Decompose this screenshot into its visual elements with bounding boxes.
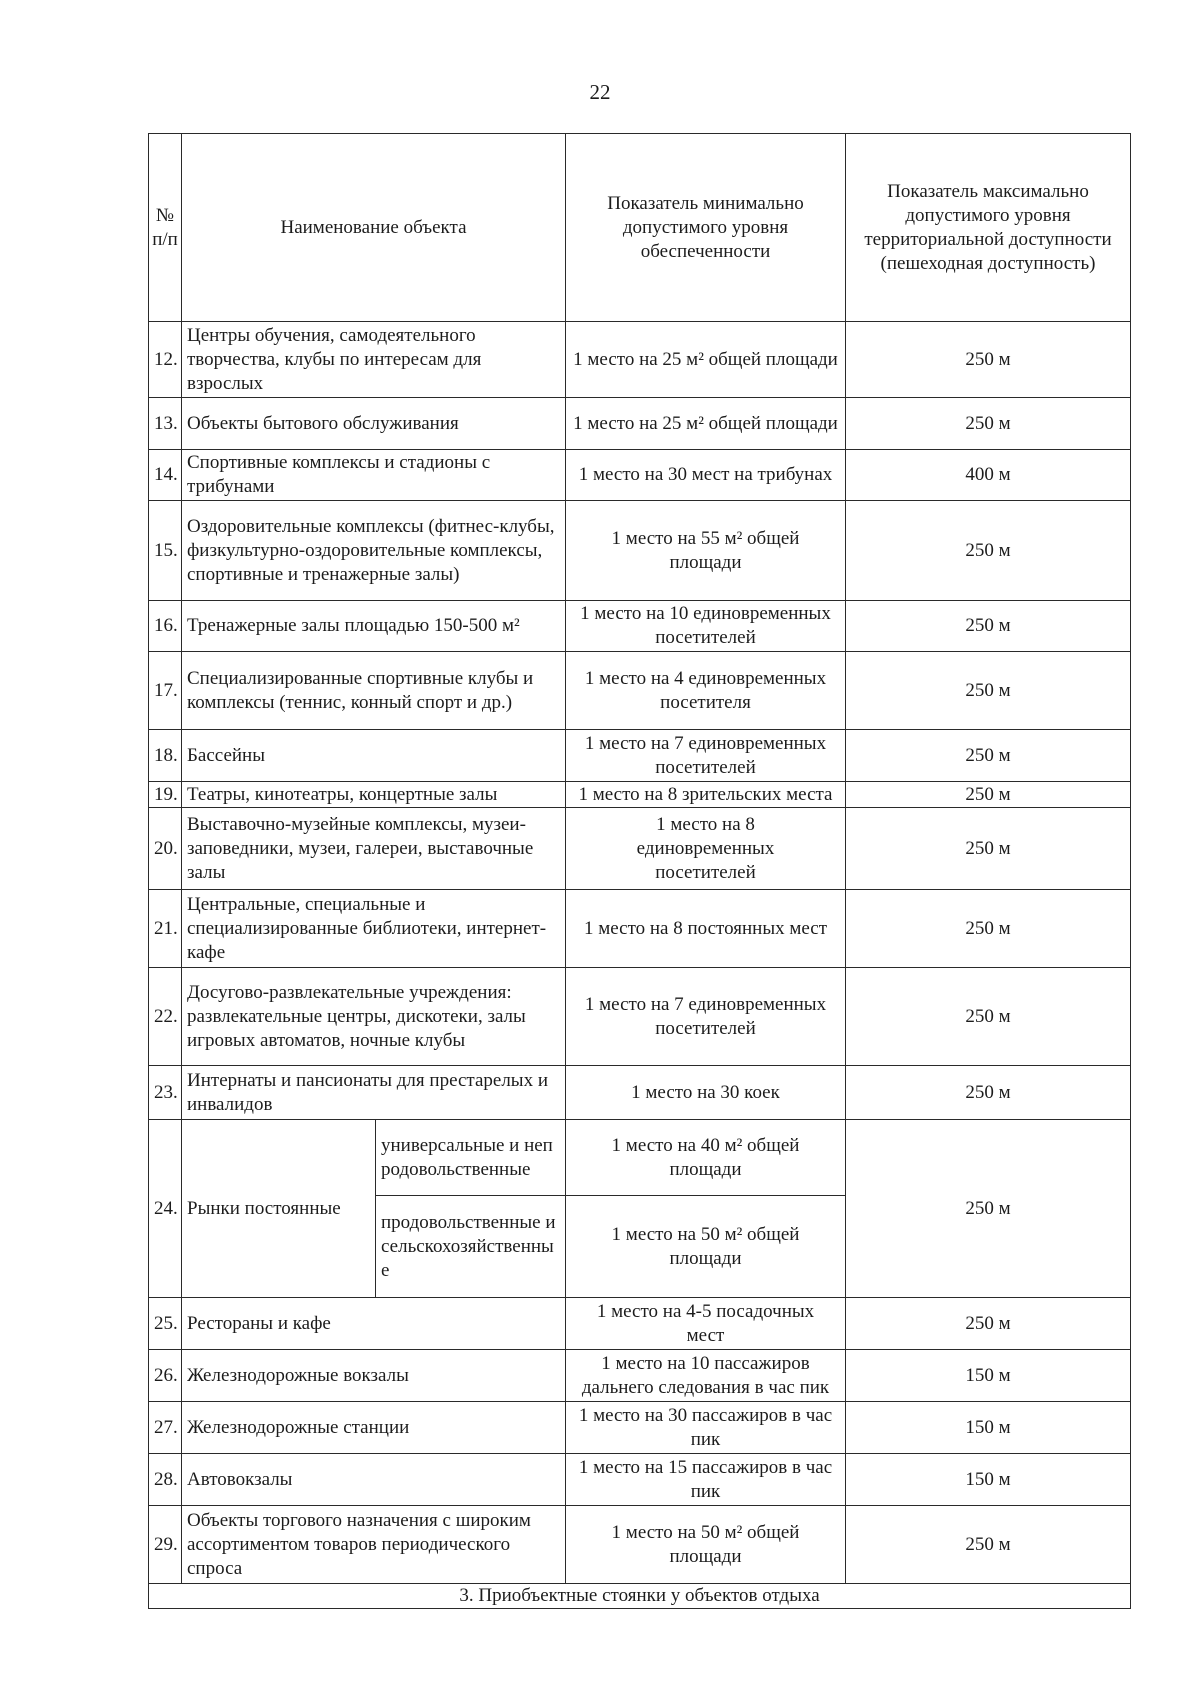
max-access: 250 м xyxy=(846,322,1131,398)
max-access: 150 м xyxy=(846,1402,1131,1454)
table-row xyxy=(149,601,1131,652)
header-min-level: Показатель минимально допустимого уровня обеспеченности xyxy=(566,134,846,322)
max-access: 150 м xyxy=(846,1454,1131,1506)
market-subtype: универсальные и непродовольственные xyxy=(376,1120,566,1196)
min-level: 1 место на 15 пассажиров в час пик xyxy=(566,1454,846,1506)
min-level: 1 место на 7 единовременных посетителей xyxy=(566,730,846,782)
table-row xyxy=(149,1506,1131,1584)
table-row xyxy=(149,730,1131,782)
max-access: 250 м xyxy=(846,890,1131,968)
max-access: 150 м xyxy=(846,1350,1131,1402)
table-row xyxy=(149,1298,1131,1350)
min-level: 1 место на 7 единовременных посетителей xyxy=(566,968,846,1066)
min-level: 1 место на 10 единовременных посетителей xyxy=(566,601,846,652)
row-number: 29. xyxy=(149,1506,182,1584)
row-number: 22. xyxy=(149,968,182,1066)
min-level: 1 место на 4-5 посадочных мест xyxy=(566,1298,846,1350)
object-name: Оздоровительные комплексы (фитнес-клубы, физкультурно-оздоровительные комплексы, спортивные и тренажерные залы) xyxy=(182,501,566,601)
min-level: 1 место на 10 пассажиров дальнего следования в час пик xyxy=(566,1350,846,1402)
table-row xyxy=(149,398,1131,450)
max-access: 250 м xyxy=(846,782,1131,808)
table-row xyxy=(149,322,1131,398)
max-access: 250 м xyxy=(846,1506,1131,1584)
row-number: 18. xyxy=(149,730,182,782)
header-row xyxy=(149,134,1131,322)
object-name: Интернаты и пансионаты для престарелых и инвалидов xyxy=(182,1066,566,1120)
object-name: Бассейны xyxy=(182,730,566,782)
object-name: Досугово-развлекательные учреждения: развлекательные центры, дискотеки, залы игровых автоматов, ночные клубы xyxy=(182,968,566,1066)
row-number: 23. xyxy=(149,1066,182,1120)
object-name: Объекты бытового обслуживания xyxy=(182,398,566,450)
table-row xyxy=(149,652,1131,730)
min-level: 1 место на 25 м² общей площади xyxy=(566,398,846,450)
row-number: 20. xyxy=(149,808,182,890)
section-heading: 3. Приобъектные стоянки у объектов отдыха xyxy=(149,1584,1131,1609)
header-name: Наименование объекта xyxy=(182,134,566,322)
row-number: 21. xyxy=(149,890,182,968)
table-row xyxy=(149,890,1131,968)
min-level: 1 место на 30 мест на трибунах xyxy=(566,450,846,501)
object-name: Тренажерные залы площадью 150-500 м² xyxy=(182,601,566,652)
max-access: 250 м xyxy=(846,968,1131,1066)
min-level: 1 место на 30 коек xyxy=(566,1066,846,1120)
row-number: 14. xyxy=(149,450,182,501)
row-number: 27. xyxy=(149,1402,182,1454)
object-name: Спортивные комплексы и стадионы с трибунами xyxy=(182,450,566,501)
table-row xyxy=(149,968,1131,1066)
table-row xyxy=(149,1350,1131,1402)
max-access: 400 м xyxy=(846,450,1131,501)
table-row-markets-a xyxy=(149,1120,1131,1196)
row-number: 25. xyxy=(149,1298,182,1350)
min-level: 1 место на 8 зрительских места xyxy=(566,782,846,808)
table-row xyxy=(149,450,1131,501)
market-subtype: продовольственные и сельскохозяйственные xyxy=(376,1196,566,1298)
object-name: Центры обучения, самодеятельного творчества, клубы по интересам для взрослых xyxy=(182,322,566,398)
row-number: 15. xyxy=(149,501,182,601)
row-number: 13. xyxy=(149,398,182,450)
row-number: 19. xyxy=(149,782,182,808)
min-level: 1 место на 50 м² общей площади xyxy=(566,1196,846,1298)
object-name: Театры, кинотеатры, концертные залы xyxy=(182,782,566,808)
page-number: 22 xyxy=(589,80,611,104)
row-number: 12. xyxy=(149,322,182,398)
max-access: 250 м xyxy=(846,398,1131,450)
min-level: 1 место на 8 единовременных посетителей xyxy=(566,808,846,890)
object-name: Рынки постоянные xyxy=(182,1120,376,1298)
max-access: 250 м xyxy=(846,1298,1131,1350)
header-max-access: Показатель максимально допустимого уровня территориальной доступности (пешеходная доступность) xyxy=(846,134,1131,322)
section-footer-row xyxy=(149,1584,1131,1609)
object-name: Выставочно-музейные комплексы, музеи-заповедники, музеи, галереи, выставочные залы xyxy=(182,808,566,890)
object-name: Рестораны и кафе xyxy=(182,1298,566,1350)
table-row xyxy=(149,501,1131,601)
min-level: 1 место на 30 пассажиров в час пик xyxy=(566,1402,846,1454)
max-access: 250 м xyxy=(846,1066,1131,1120)
object-name: Железнодорожные станции xyxy=(182,1402,566,1454)
min-level: 1 место на 25 м² общей площади xyxy=(566,322,846,398)
table-row xyxy=(149,1066,1131,1120)
object-name: Специализированные спортивные клубы и комплексы (теннис, конный спорт и др.) xyxy=(182,652,566,730)
min-level: 1 место на 50 м² общей площади xyxy=(566,1506,846,1584)
header-num: № п/п xyxy=(149,134,182,322)
max-access: 250 м xyxy=(846,808,1131,890)
max-access: 250 м xyxy=(846,730,1131,782)
min-level: 1 место на 4 единовременных посетителя xyxy=(566,652,846,730)
row-number: 28. xyxy=(149,1454,182,1506)
table-row xyxy=(149,782,1131,808)
table-row xyxy=(149,1402,1131,1454)
max-access: 250 м xyxy=(846,601,1131,652)
row-number: 17. xyxy=(149,652,182,730)
table-row xyxy=(149,1454,1131,1506)
norms-table xyxy=(148,133,1131,1609)
row-number: 16. xyxy=(149,601,182,652)
object-name: Железнодорожные вокзалы xyxy=(182,1350,566,1402)
object-name: Центральные, специальные и специализированные библиотеки, интернет-кафе xyxy=(182,890,566,968)
min-level: 1 место на 8 постоянных мест xyxy=(566,890,846,968)
max-access: 250 м xyxy=(846,1120,1131,1298)
row-number: 24. xyxy=(149,1120,182,1298)
max-access: 250 м xyxy=(846,652,1131,730)
row-number: 26. xyxy=(149,1350,182,1402)
object-name: Объекты торгового назначения с широким ассортиментом товаров периодического спроса xyxy=(182,1506,566,1584)
object-name: Автовокзалы xyxy=(182,1454,566,1506)
min-level: 1 место на 40 м² общей площади xyxy=(566,1120,846,1196)
max-access: 250 м xyxy=(846,501,1131,601)
min-level: 1 место на 55 м² общей площади xyxy=(566,501,846,601)
table-row xyxy=(149,808,1131,890)
